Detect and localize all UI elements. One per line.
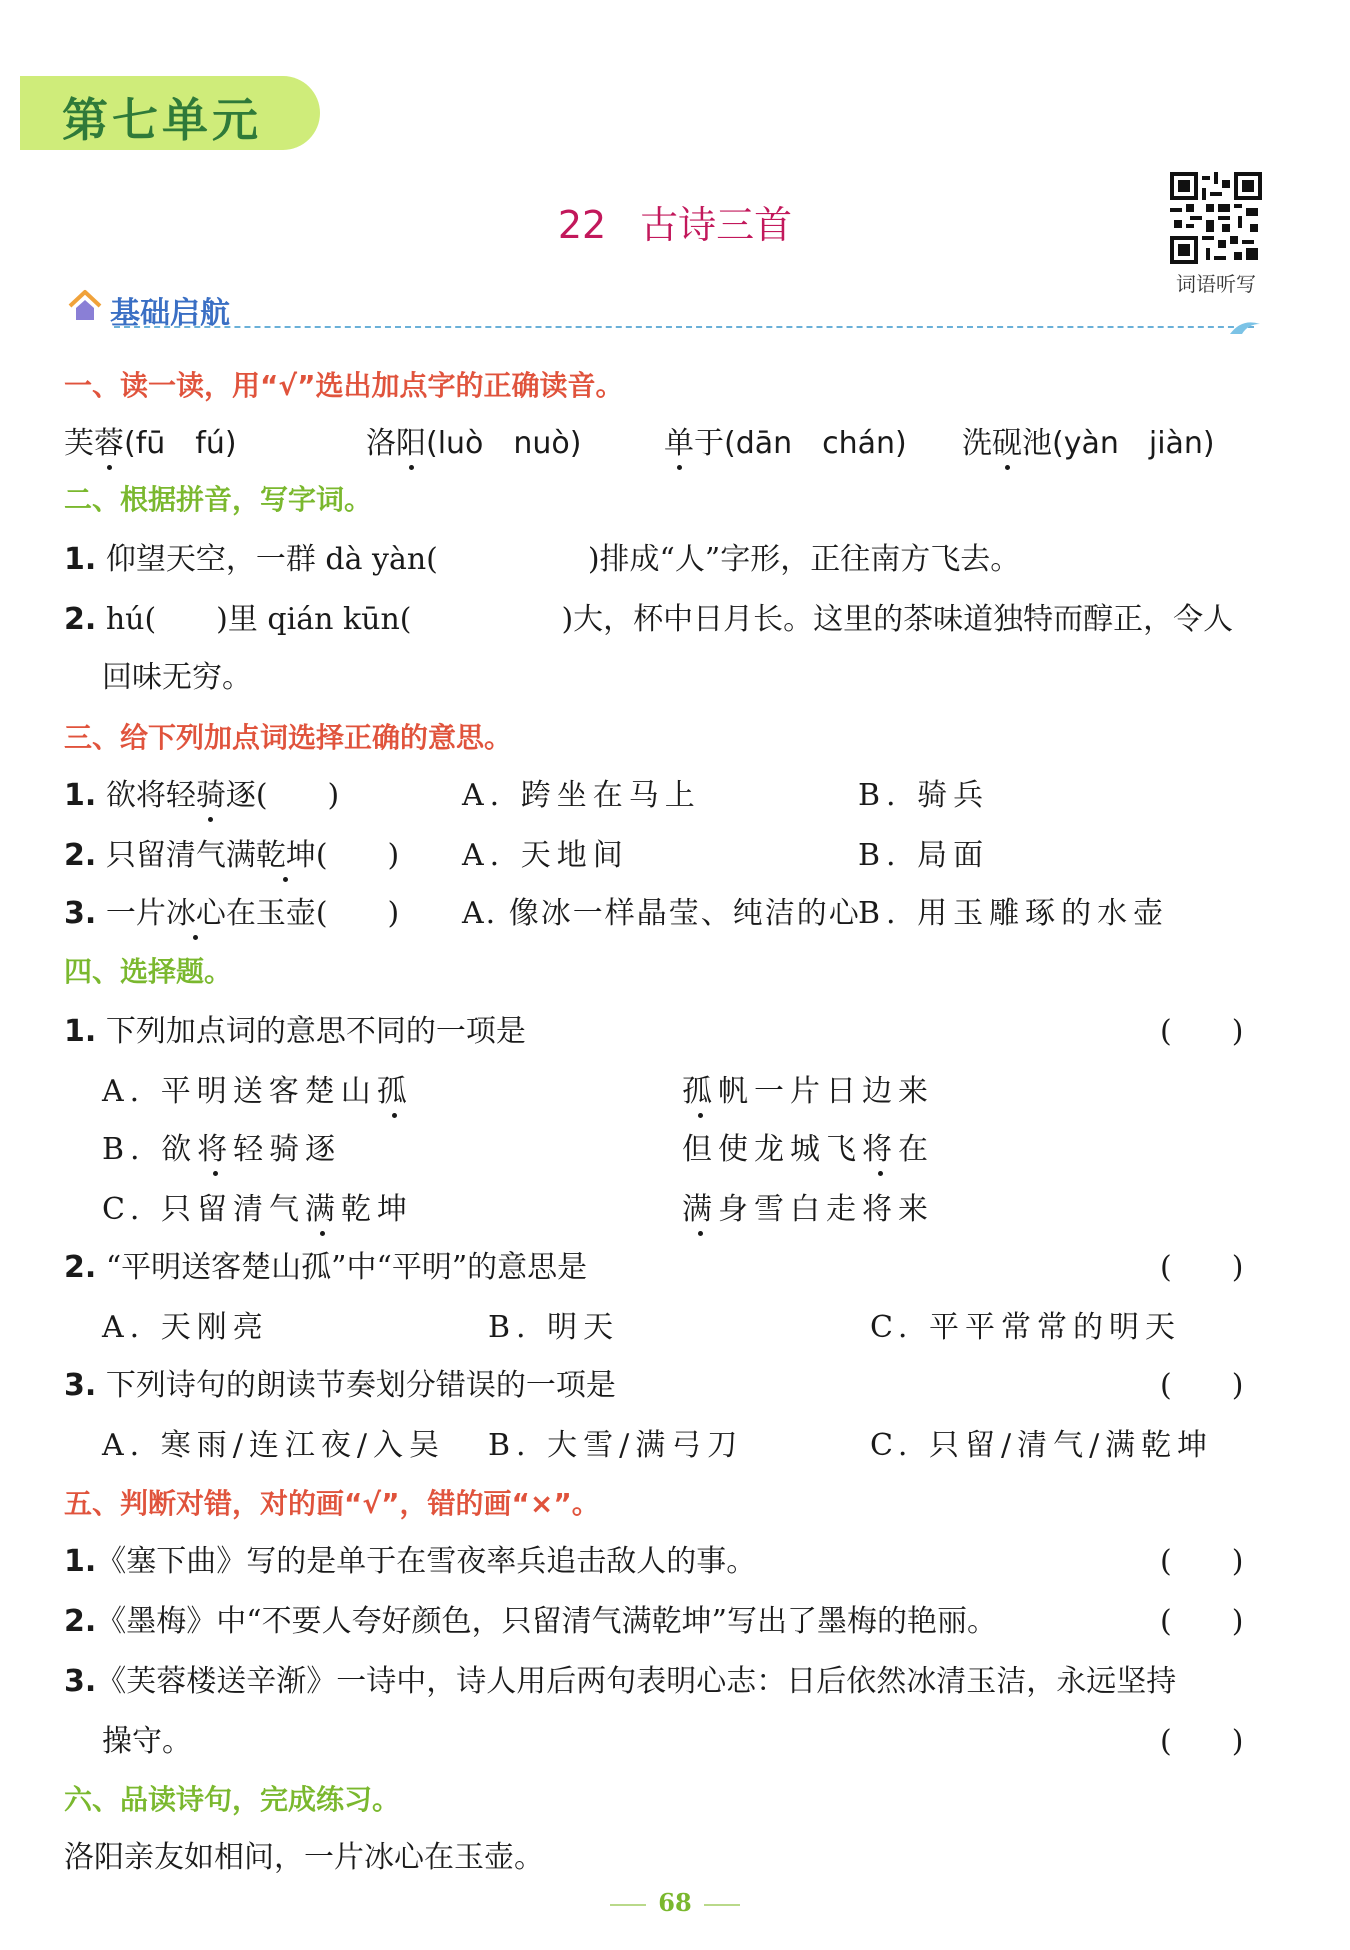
option-4-2-b: B. 明天 bbox=[488, 1310, 620, 1345]
dotted-char: 单 bbox=[664, 424, 694, 464]
answer-paren[interactable]: ( ) bbox=[1160, 1724, 1244, 1759]
section-basic-title: 基础启航 bbox=[110, 296, 230, 331]
answer-paren[interactable]: ( ) bbox=[1160, 1014, 1244, 1049]
option-4-3-c: C. 只留/清气/满乾坤 bbox=[870, 1428, 1214, 1463]
page-number: 68 bbox=[0, 1888, 1350, 1917]
dashed-divider bbox=[114, 326, 1254, 328]
question-5-1: 1.《塞下曲》写的是单于在雪夜率兵追击敌人的事。 bbox=[64, 1544, 757, 1579]
section-5-title: 五、判断对错，对的画“√”，错的画“×”。 bbox=[64, 1487, 600, 1520]
answer-paren[interactable]: ( ) bbox=[315, 838, 400, 873]
qr-label: 词语听写 bbox=[1176, 272, 1256, 296]
dotted-char: 阳 bbox=[396, 424, 426, 464]
pinyin-item-4: 洗砚池(yàn jiàn) bbox=[962, 424, 1215, 464]
option-4-1-b-right: 但使龙城飞将在 bbox=[682, 1130, 934, 1170]
option-3-3-a: A. 像冰一样晶莹、纯洁的心 bbox=[462, 896, 861, 931]
option-4-1-a-left: A. 平明送客楚山孤 bbox=[102, 1072, 413, 1112]
lesson-number: 22 bbox=[557, 203, 607, 247]
section-1-title: 一、读一读，用“√”选出加点字的正确读音。 bbox=[64, 369, 624, 402]
dotted-char: 骑 bbox=[196, 776, 226, 816]
question-3-1: 1. 欲将轻骑逐( ) bbox=[64, 776, 339, 816]
section-2-title: 二、根据拼音，写字词。 bbox=[64, 483, 373, 516]
question-3-2: 2. 只留清气满乾坤( ) bbox=[64, 836, 399, 876]
question-5-3-cont: 操守。 bbox=[102, 1724, 192, 1759]
option-3-2-a: A. 天地间 bbox=[462, 838, 629, 873]
section-3-title: 三、给下列加点词选择正确的意思。 bbox=[64, 721, 513, 754]
question-2-2: 2. hú( )里 qián kūn( )大，杯中日月长。这里的茶味道独特而醇正，令人 bbox=[64, 602, 1234, 637]
question-4-3: 3. 下列诗句的朗读节奏划分错误的一项是 bbox=[64, 1368, 616, 1403]
question-4-2: 2. “平明送客楚山孤”中“平明”的意思是 bbox=[64, 1250, 588, 1285]
dotted-char: 冰心 bbox=[166, 894, 226, 934]
question-4-1: 1. 下列加点词的意思不同的一项是 bbox=[64, 1014, 526, 1049]
option-4-2-c: C. 平平常常的明天 bbox=[870, 1310, 1181, 1345]
poem-line: 洛阳亲友如相问，一片冰心在玉壶。 bbox=[64, 1840, 544, 1875]
option-3-1-b: B. 骑兵 bbox=[858, 778, 990, 813]
wave-icon bbox=[1228, 314, 1262, 338]
option-3-2-b: B. 局面 bbox=[858, 838, 990, 873]
answer-paren[interactable]: ( ) bbox=[255, 778, 340, 813]
answer-paren[interactable]: ( ) bbox=[1160, 1604, 1244, 1639]
pinyin-item-3: 单于(dān chán) bbox=[664, 424, 907, 464]
house-icon bbox=[66, 288, 104, 326]
question-5-2: 2.《墨梅》中“不要人夸好颜色，只留清气满乾坤”写出了墨梅的艳丽。 bbox=[64, 1604, 997, 1639]
section-6-title: 六、品读诗句，完成练习。 bbox=[64, 1783, 401, 1816]
option-4-3-b: B. 大雪/满弓刀 bbox=[488, 1428, 744, 1463]
lesson-name: 古诗三首 bbox=[640, 203, 793, 247]
option-4-1-b-left: B. 欲将轻骑逐 bbox=[102, 1130, 341, 1170]
question-3-3: 3. 一片冰心在玉壶( ) bbox=[64, 894, 399, 934]
option-3-3-b: B. 用玉雕琢的水壶 bbox=[858, 896, 1170, 931]
pinyin-item-1: 芙蓉(fū fú) bbox=[64, 424, 237, 464]
section-4-title: 四、选择题。 bbox=[64, 955, 233, 988]
lesson-title bbox=[0, 194, 1350, 249]
qr-code-icon[interactable] bbox=[1170, 172, 1262, 264]
answer-paren[interactable]: ( ) bbox=[1160, 1368, 1244, 1403]
answer-paren[interactable]: ( ) bbox=[1160, 1250, 1244, 1285]
dotted-char: 砚 bbox=[992, 424, 1022, 464]
option-4-2-a: A. 天刚亮 bbox=[102, 1310, 269, 1345]
question-5-3: 3.《芙蓉楼送辛渐》一诗中，诗人用后两句表明心志：日后依然冰清玉洁，永远坚持 bbox=[64, 1664, 1177, 1699]
question-2-2-cont: 回味无穷。 bbox=[102, 660, 252, 695]
option-4-3-a: A. 寒雨/连江夜/入吴 bbox=[102, 1428, 445, 1463]
answer-paren[interactable]: ( ) bbox=[315, 896, 400, 931]
option-3-1-a: A. 跨坐在马上 bbox=[462, 778, 701, 813]
question-2-1: 1. 仰望天空，一群 dà yàn( )排成“人”字形，正往南方飞去。 bbox=[64, 542, 1021, 577]
unit-title: 第七单元 bbox=[62, 93, 262, 147]
pinyin-item-2: 洛阳(luò nuò) bbox=[366, 424, 582, 464]
option-4-1-c-right: 满身雪白走将来 bbox=[682, 1190, 934, 1230]
dotted-char: 乾坤 bbox=[256, 836, 316, 876]
option-4-1-a-right: 孤帆一片日边来 bbox=[682, 1072, 934, 1112]
answer-paren[interactable]: ( ) bbox=[1160, 1544, 1244, 1579]
option-4-1-c-left: C. 只留清气满乾坤 bbox=[102, 1190, 413, 1230]
dotted-char: 蓉 bbox=[94, 424, 124, 464]
